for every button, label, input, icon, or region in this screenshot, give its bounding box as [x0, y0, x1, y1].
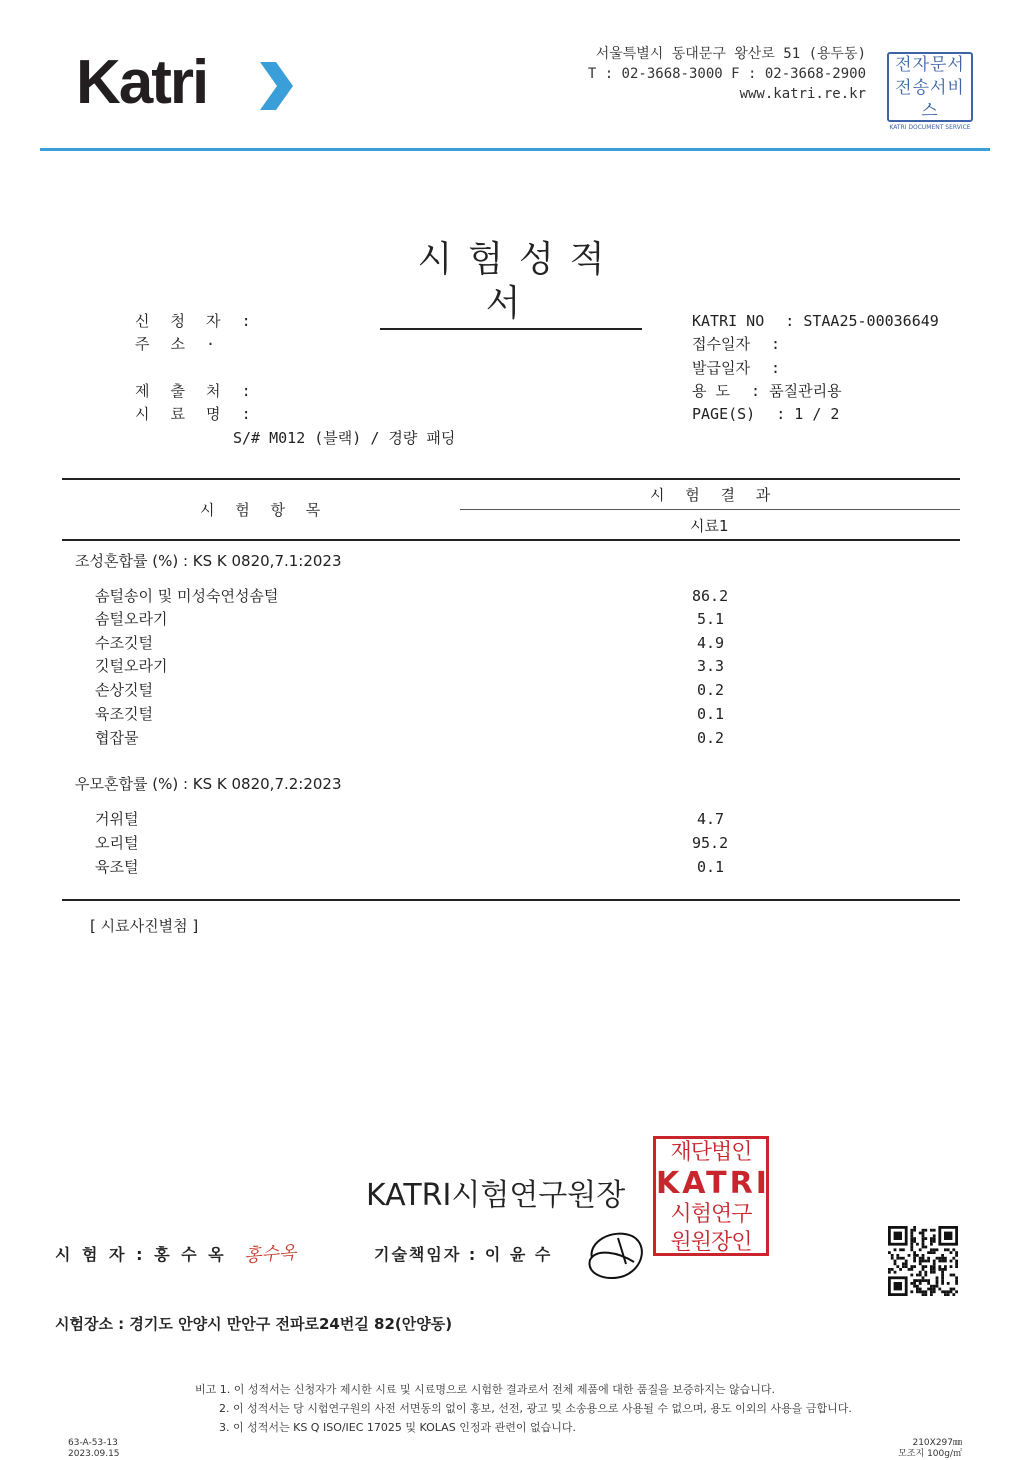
document-title: 시험성적서	[380, 238, 642, 330]
pages-value: : 1 / 2	[776, 405, 840, 423]
photo-note: [ 시료사진별첨 ]	[90, 917, 199, 935]
colon: :	[241, 382, 251, 400]
applicant-label: 신 청 자	[135, 312, 227, 330]
address-row	[135, 333, 215, 356]
dot: ·	[206, 335, 216, 353]
form-date: 2023.09.15	[68, 1449, 120, 1459]
table-top-rule	[62, 478, 960, 480]
katri-no-value: : STAA25-00036649	[785, 312, 939, 330]
paper-size: 210X297㎜	[912, 1438, 962, 1448]
table-row-value: 5.1	[697, 610, 725, 628]
received-label: 접수일자	[692, 335, 750, 353]
address-label: 주 소	[135, 335, 192, 353]
katri-no-label: KATRI NO	[692, 312, 765, 330]
seal-line2: KATRI	[656, 1166, 770, 1201]
table-row-item: 수조깃털	[95, 634, 153, 652]
header-divider	[40, 148, 990, 151]
colon: :	[241, 405, 251, 423]
address: 서울특별시 동대문구 왕산로 51 (용두동)	[595, 46, 866, 62]
tester-name: 홍 수 옥	[154, 1245, 227, 1264]
table-row-value: 95.2	[692, 834, 729, 852]
issued-label: 발급일자	[692, 359, 750, 377]
purpose-value: : 품질관리용	[751, 382, 842, 400]
paper-info	[898, 1438, 962, 1460]
issued-row	[692, 357, 780, 380]
item-header: 시 험 항 목	[200, 501, 329, 519]
katri-logo: Katri	[76, 48, 208, 117]
tester-row	[55, 1243, 227, 1266]
table-row-item: 오리털	[95, 834, 139, 852]
badge-line2: 전송서비스	[895, 78, 965, 121]
sample-label: 시 료 명	[135, 405, 227, 423]
test-location: 시험장소 : 경기도 안양시 만안구 전파로24번길 82(안양동)	[55, 1315, 453, 1333]
result-header-rule	[460, 509, 960, 510]
colon: :	[771, 335, 781, 353]
submitter-label: 제 출 처	[135, 382, 227, 400]
note-1: 비고 1. 이 성적서는 신청자가 제시한 시료 및 시료명으로 시험한 결과로서 전체 제품에 대한 품질을 보증하지는 않습니다.	[195, 1383, 775, 1396]
contact-block	[588, 44, 866, 104]
result-header: 시 험 결 과	[650, 486, 779, 504]
table-row-item: 솜털송이 및 미성숙연성솜털	[95, 587, 279, 605]
sample-header: 시료1	[690, 517, 729, 535]
table-header-rule	[62, 539, 960, 541]
table-row-value: 86.2	[692, 587, 729, 605]
table-bottom-rule	[62, 899, 960, 901]
table-row-item: 육조털	[95, 858, 139, 876]
tester-label: 시 험 자 :	[55, 1245, 146, 1264]
tester-signature: 홍수옥	[243, 1242, 297, 1267]
tech-label: 기술책임자 :	[374, 1245, 478, 1264]
phone-fax: T : 02-3668-3000 F : 02-3668-2900	[587, 66, 866, 82]
table-row-item: 거위털	[95, 810, 139, 828]
table-row-value: 4.9	[697, 634, 725, 652]
table-row-item: 깃털오라기	[95, 657, 168, 675]
seal-line3: 시험연구	[670, 1202, 752, 1227]
qr-code[interactable]	[888, 1226, 958, 1302]
sample-name: S/# M012 (블랙) / 경량 패딩	[233, 429, 456, 447]
tech-name: 이 윤 수	[484, 1245, 553, 1264]
official-seal	[653, 1136, 769, 1256]
table-row-value: 0.2	[697, 681, 725, 699]
applicant-row	[135, 310, 251, 333]
website-link[interactable]: www.katri.re.kr	[739, 86, 866, 102]
table-row-value: 0.2	[697, 729, 725, 747]
section-title: 조성혼합률 (%) : KS K 0820,7.1:2023	[75, 552, 342, 570]
table-row-item: 손상깃털	[95, 681, 153, 699]
chevron-right-icon	[256, 60, 296, 116]
note-2: 2. 이 성적서는 당 시험연구원의 사전 서면동의 없이 홍보, 선전, 광고 및 소송용으로 사용될 수 없으며, 용도 이외의 사용을 금합니다.	[219, 1402, 852, 1415]
document-service-badge	[887, 52, 973, 131]
badge-line1: 전자문서	[895, 55, 965, 75]
received-row	[692, 333, 780, 356]
tech-row	[374, 1243, 552, 1266]
pages-label: PAGE(S)	[692, 405, 756, 423]
table-row-value: 0.1	[697, 858, 725, 876]
pages-row	[692, 403, 839, 426]
purpose-row	[692, 380, 842, 403]
purpose-label: 용 도	[692, 382, 731, 400]
form-number: 63-A-53-13	[68, 1438, 118, 1448]
table-row-value: 4.7	[697, 810, 725, 828]
sample-row	[135, 403, 251, 426]
institute-name: KATRI시험연구원장	[366, 1178, 626, 1213]
table-row-value: 0.1	[697, 705, 725, 723]
badge-line3: KATRI DOCUMENT SERVICE	[889, 124, 971, 131]
form-info	[68, 1438, 120, 1460]
seal-line1: 재단법인	[670, 1140, 752, 1165]
section-title: 우모혼합률 (%) : KS K 0820,7.2:2023	[75, 775, 342, 793]
note-3: 3. 이 성적서는 KS Q ISO/IEC 17025 및 KOLAS 인정과 관련이 없습니다.	[219, 1421, 576, 1434]
colon: :	[771, 359, 781, 377]
tech-signature	[582, 1222, 652, 1288]
katri-no-row	[692, 310, 939, 333]
table-row-item: 육조깃털	[95, 705, 153, 723]
seal-line4: 원원장인	[670, 1230, 752, 1255]
submitter-row	[135, 380, 251, 403]
table-row-item: 협잡물	[95, 729, 139, 747]
table-row-item: 솜털오라기	[95, 610, 168, 628]
paper-type: 모조지 100g/㎡	[898, 1449, 962, 1459]
colon: :	[241, 312, 251, 330]
table-row-value: 3.3	[697, 657, 725, 675]
